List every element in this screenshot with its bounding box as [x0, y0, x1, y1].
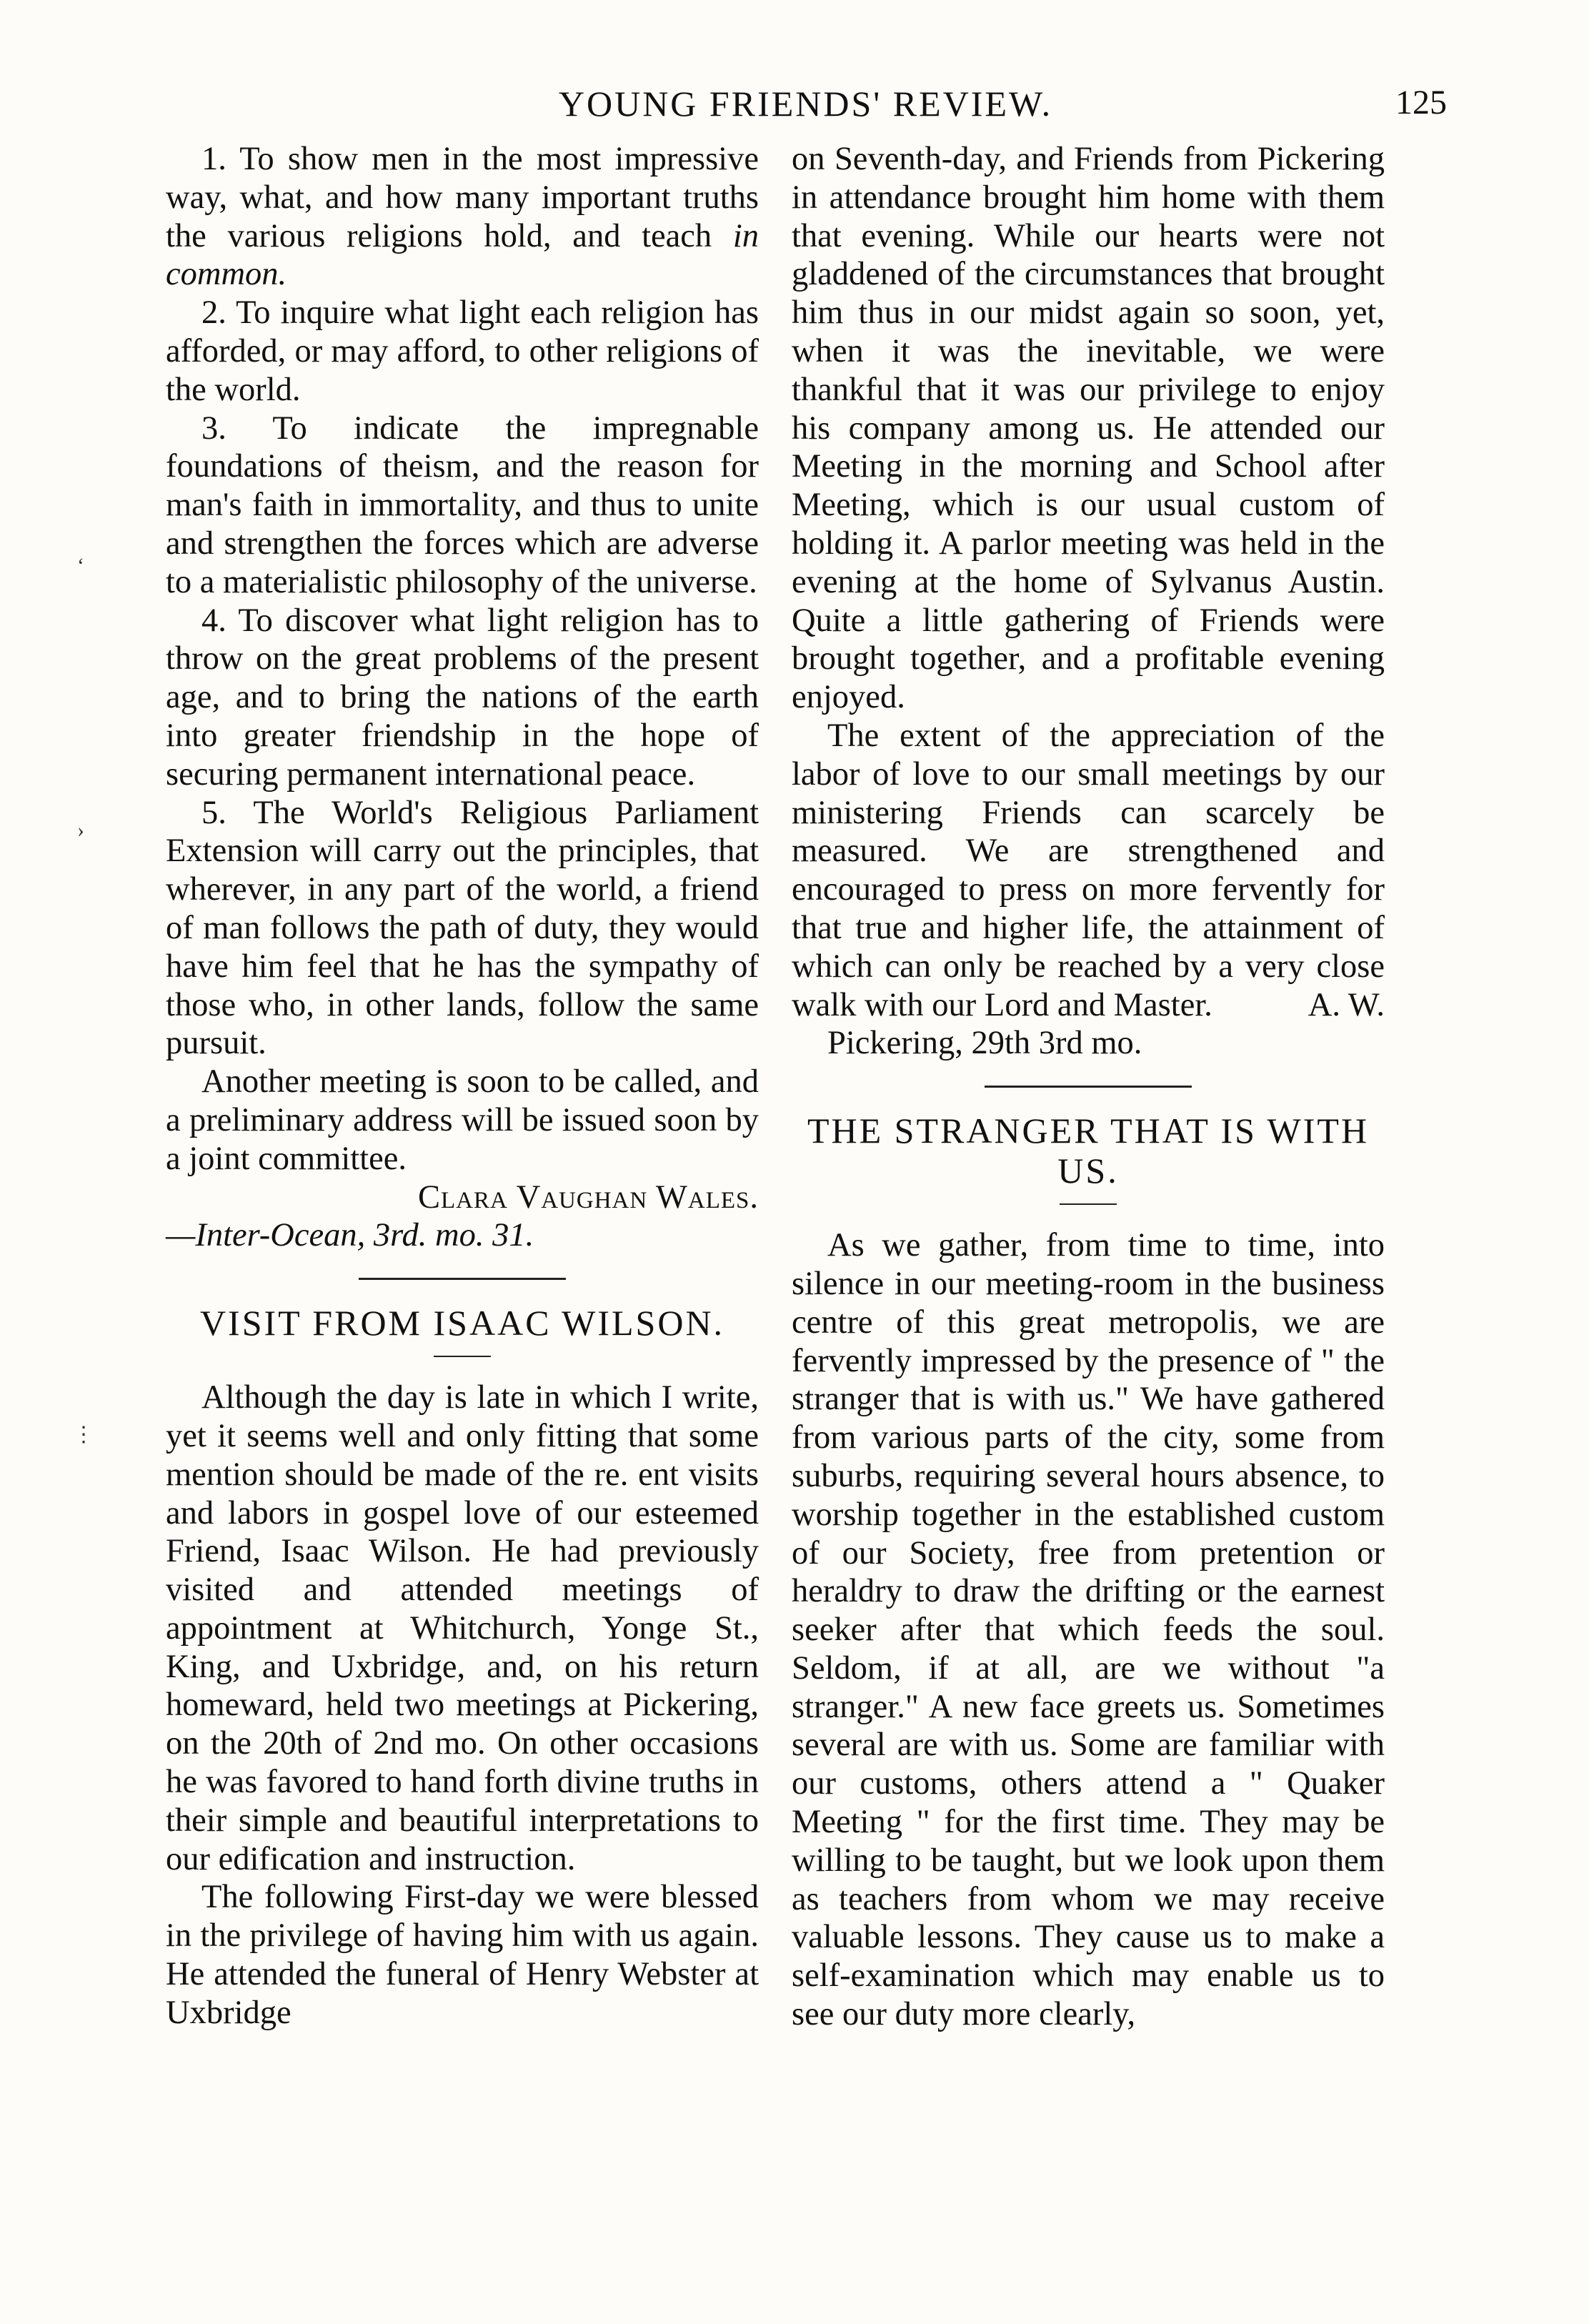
list-item-2: 2. To inquire what light each religion has afforded, or may afford, to other religions of the world. — [166, 294, 759, 408]
title-rule — [1060, 1203, 1117, 1205]
left-column — [166, 140, 759, 2032]
continuation-paragraph: on Seventh-day, and Friends from Pickering in attendance brought him home with them that evening. While our hearts were not gladdened of the circumstances that brought him thus in our midst again so soon, yet, when it was the inevitable, we were thankful that it was our privilege to enjoy his company among us. He attended our Meeting in the morning and School after Meeting, which is our usual custom of holding it. A parlor meeting was held in the evening at the home of Sylvanus Austin. Quite a little gathering of Friends were brought together, and a profitable evening enjoyed. — [792, 141, 1385, 716]
list-item-3: 3. To indicate the impregnable foundations of theism, and the reason for man's faith in immortality, and thus to unite and strengthen the forces which are adverse to a materialistic philosophy of the universe. — [166, 409, 759, 600]
author-signature: Clara Vaughan Wales. — [417, 1178, 759, 1216]
running-head — [164, 83, 1447, 133]
closing-paragraph: Another meeting is soon to be called, and a preliminary address will be issued soon by a joint committee. — [166, 1063, 759, 1177]
article-title: THE STRANGER THAT IS WITH US. — [807, 1111, 1370, 1191]
continuation-paragraph: The extent of the appreciation of the labor of love to our small meetings by our ministering Friends can scarcely be measured. We are strengthened and encouraged to press on more fervently for that true and higher life, the attainment of which can only be reached by a very close walk with our Lord and Master. A. W. — [792, 717, 1385, 1023]
page-number: 125 — [1395, 84, 1447, 121]
emphasis: in common. — [166, 217, 759, 293]
list-item-4: 4. To discover what light religion has to throw on the great problems of the present age, and to bring the nations of the earth into greater friendship in the hope of securing permanent international peace. — [166, 602, 759, 793]
article-paragraph: The following First-day we were blessed in the privilege of having him with us again. He attended the funeral of Henry Webster at Uxbridge — [166, 1879, 759, 2031]
margin-mark: › — [77, 818, 84, 842]
author-initials: A. W. — [1307, 986, 1385, 1023]
section-divider — [359, 1278, 566, 1280]
article-paragraph: As we gather, from time to time, into silence in our meeting-room in the business centre of this great metropolis, we are fervently impressed by the presence of " the stranger that is with us." We have gathered from various parts of the city, some from suburbs, requiring several hours absence, to worship together in the established custom of our Society, free from pretention or heraldry to draw the drifting or the earnest seeker after that which feeds the soul. Seldom, if at all, are we without "a stranger." A new face greets us. Sometimes several are with us. Some are familiar with our customs, others attend a " Quaker Meeting " for the first time. They may be willing to be taught, but we look upon them as teachers from whom we may receive valuable lessons. They cause us to make a self-examination which may enable us to see our duty more clearly, — [792, 1227, 1385, 2033]
journal-title: YOUNG FRIENDS' REVIEW. — [558, 84, 1053, 124]
list-item-5: 5. The World's Religious Parliament Extension will carry out the principles, that wherever, in any part of the world, a friend of man follows the path of duty, they would have him feel that he has the sympathy of those who, in other lands, follow the same pursuit. — [166, 794, 759, 1062]
right-column — [792, 140, 1385, 2034]
dateline: Pickering, 29th 3rd mo. — [827, 1025, 1142, 1062]
title-rule — [434, 1356, 491, 1357]
margin-mark: ⋮ — [73, 1423, 94, 1446]
section-divider — [985, 1086, 1192, 1088]
article-paragraph: Although the day is late in which I write, yet it seems well and only fitting that some mention should be made of the re. ent visits and labors in gospel love of our esteemed Friend, Isaac Wilson. He had previously visited and attended meetings of appointment at Whitchurch, Yonge St., King, and Uxbridge, and, on his return homeward, held two meetings at Pickering, on the 20th of 2nd mo. On other occasions he was favored to hand forth divine truths in their simple and beautiful interpretations to our edification and instruction. — [166, 1379, 759, 1877]
source-citation: —Inter-Ocean, 3rd. mo. 31. — [166, 1217, 534, 1254]
margin-mark: ‘ — [77, 554, 84, 577]
list-item-1: 1. To show men in the most impressive way, what, and how many important truths the various religions hold, and teach in common. — [166, 141, 759, 293]
article-title: VISIT FROM ISAAC WILSON. — [199, 1303, 725, 1344]
